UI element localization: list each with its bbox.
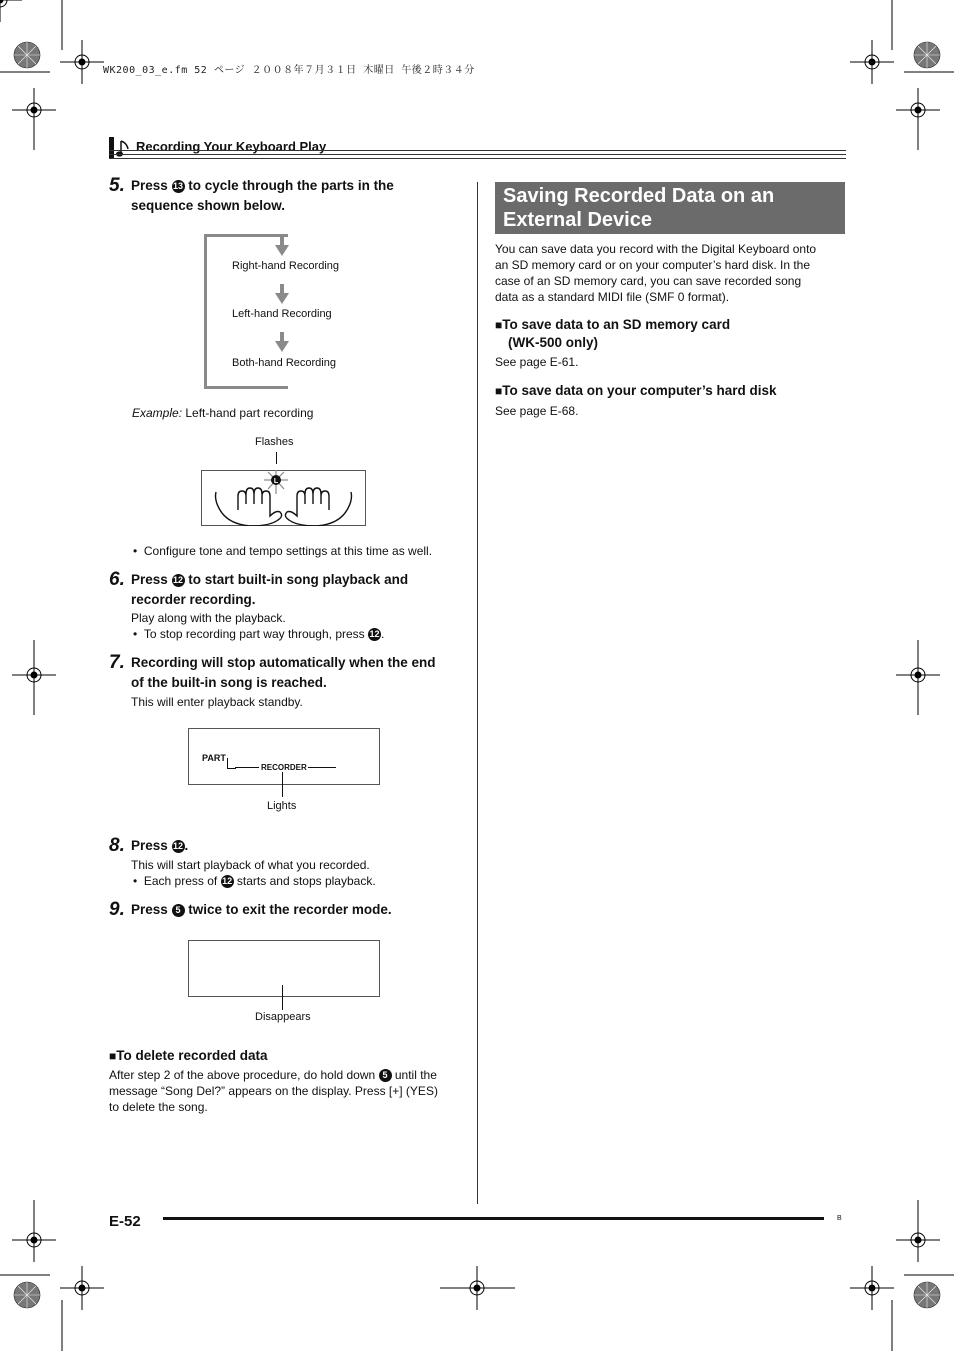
display-recorder-label: RECORDER xyxy=(261,763,307,772)
header-bar xyxy=(109,137,114,159)
button-13-icon: 13 xyxy=(173,181,184,191)
footer-rule xyxy=(163,1217,824,1220)
step-8-bullet: • Each press of 12 starts and stops playback. xyxy=(133,874,376,888)
square-bullet-icon: ■ xyxy=(495,318,503,332)
sequence-item-right: Right-hand Recording xyxy=(232,260,340,272)
section-title: Saving Recorded Data on an External Device xyxy=(495,182,845,234)
step-5-title: Press 13 to cycle through the parts in the sequence shown below. xyxy=(131,178,394,213)
button-5-icon: 5 xyxy=(379,1069,392,1082)
header-rule-3 xyxy=(109,158,846,159)
sd-heading: ■To save data to an SD memory card (WK-500 only) xyxy=(495,317,731,350)
hd-see-page: See page E-68. xyxy=(495,404,579,418)
display-line-right xyxy=(308,767,336,768)
step-9-number: 9. xyxy=(109,899,125,920)
display-part-label: PART xyxy=(202,753,226,763)
lights-leader-line xyxy=(282,772,283,797)
lights-label: Lights xyxy=(267,800,297,812)
hd-heading: ■To save data on your computer’s hard disk xyxy=(495,383,777,398)
step-6-title: Press 12 to start built-in song playback and recorder recording. xyxy=(131,572,409,607)
delete-heading: ■To delete recorded data xyxy=(109,1048,268,1063)
disappears-leader-line xyxy=(282,985,283,1010)
step-6-bullet: • To stop recording part way through, press 12 . xyxy=(133,627,385,641)
button-12-icon: 12 xyxy=(222,876,233,886)
display-line-left xyxy=(235,767,259,768)
delete-body: After step 2 of the above procedure, do hold down 5 until the message “Song Del?” appears on the display. Press [+] (YES) to delete the song. xyxy=(109,1068,438,1114)
sd-see-page: See page E-61. xyxy=(495,355,579,369)
section-intro: You can save data you record with the Digital Keyboard onto an SD memory card or on your computer’s hard disk. In the case of an SD memory card, you can save recorded song data as a standard MIDI file (SMF 0 format). xyxy=(495,242,817,304)
header-title: Recording Your Keyboard Play xyxy=(136,139,327,154)
configure-bullet: • Configure tone and tempo settings at this time as well. xyxy=(133,544,433,558)
file-info: WK200_03_e.fm 52 ページ ２００８年７月３１日 木曜日 午後２時３４分 xyxy=(103,65,475,76)
page-number: E-52 xyxy=(109,1213,141,1230)
button-12-icon: 12 xyxy=(173,575,184,585)
step-7-title: Recording will stop automatically when the end of the built-in song is reached. xyxy=(131,655,436,690)
display-empty xyxy=(188,940,380,997)
button-5-icon: 5 xyxy=(172,904,185,917)
hands-icon xyxy=(206,470,361,526)
step-6-body: Play along with the playback. xyxy=(131,611,286,625)
page-header xyxy=(109,137,846,161)
step-9-title: Press 5 twice to exit the recorder mode. xyxy=(131,902,392,917)
step-6-number: 6. xyxy=(109,569,125,590)
flashes-leader-line xyxy=(276,452,277,464)
step-8-title: Press 12 . xyxy=(131,838,189,853)
sequence-item-left: Left-hand Recording xyxy=(232,308,332,320)
square-bullet-icon: ■ xyxy=(495,384,503,398)
sequence-item-both: Both-hand Recording xyxy=(232,357,336,369)
example-caption: Example: Left-hand part recording xyxy=(132,406,314,420)
display-recorder xyxy=(188,728,380,785)
square-bullet-icon: ■ xyxy=(109,1049,117,1063)
step-7-number: 7. xyxy=(109,652,125,673)
button-12-icon: 12 xyxy=(369,629,380,639)
button-12-icon: 12 xyxy=(173,841,184,851)
column-divider xyxy=(477,182,478,1204)
step-8-body: This will start playback of what you recorded. xyxy=(131,858,370,872)
footer-mark: B xyxy=(837,1215,842,1222)
sequence-arrows xyxy=(274,236,292,356)
step-5-number: 5. xyxy=(109,175,125,196)
flash-letter: L xyxy=(273,478,279,485)
header-rule-2 xyxy=(109,154,846,155)
flashes-label: Flashes xyxy=(255,436,294,448)
step-7-body: This will enter playback standby. xyxy=(131,695,303,709)
music-note-icon xyxy=(116,138,132,158)
header-rule-1 xyxy=(109,150,846,151)
disappears-label: Disappears xyxy=(255,1011,311,1023)
step-8-number: 8. xyxy=(109,835,125,856)
